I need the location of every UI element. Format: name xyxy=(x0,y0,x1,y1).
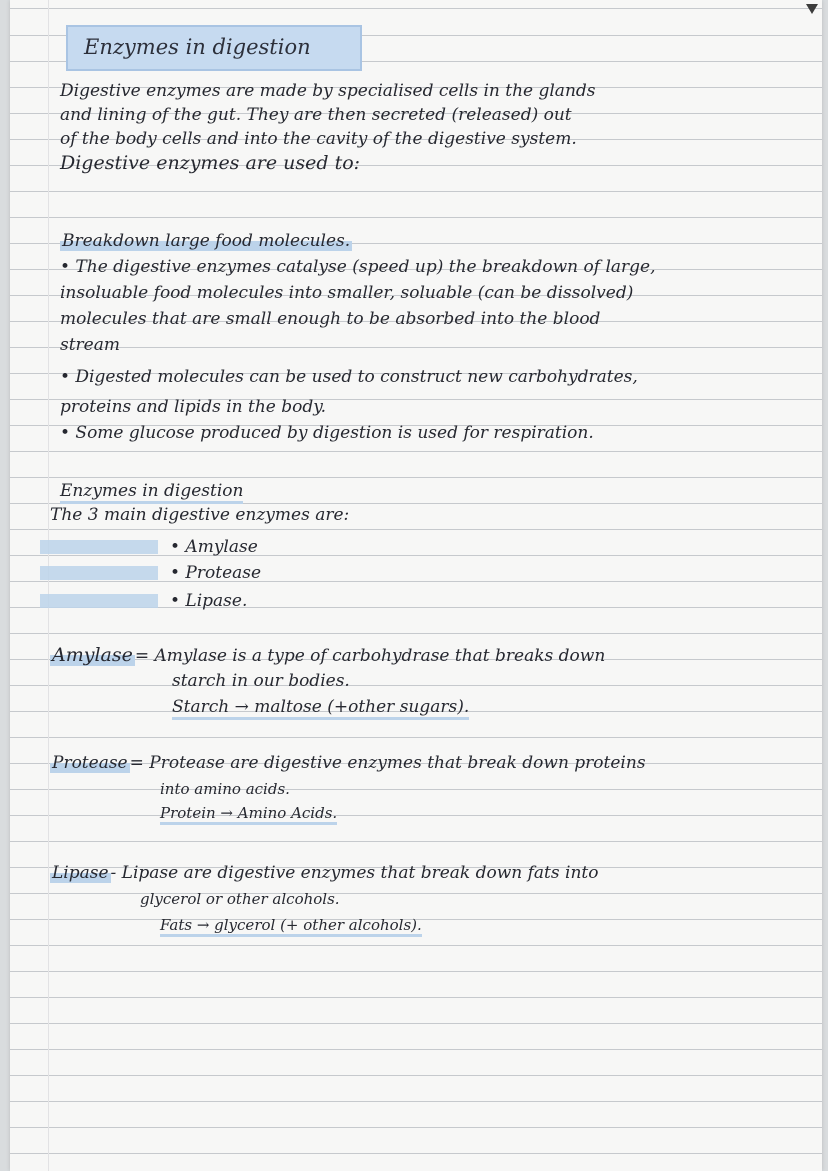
enzyme-list-amylase: • Amylase xyxy=(170,537,258,557)
intro-line-1: Digestive enzymes are made by specialised cells in the glands xyxy=(60,81,596,101)
breakdown-line-4: stream xyxy=(60,335,120,355)
protease-definition: Protease = Protease are digestive enzymes that break down proteins xyxy=(52,753,646,773)
margin-line xyxy=(48,0,49,1171)
highlight-strip-2 xyxy=(40,566,158,580)
enzymes-intro: The 3 main digestive enzymes are: xyxy=(50,505,350,525)
amylase-line-3: Starch → maltose (+other sugars). xyxy=(172,696,469,718)
amylase-line-2: starch in our bodies. xyxy=(172,671,350,691)
intro-line-3: of the body cells and into the cavity of the digestive system. xyxy=(60,129,577,149)
breakdown-line-2: insoluable food molecules into smaller, soluable (can be dissolved) xyxy=(60,283,634,303)
protease-line-2: into amino acids. xyxy=(160,780,290,798)
intro-line-4: Digestive enzymes are used to: xyxy=(60,152,361,174)
lipase-line-2: glycerol or other alcohols. xyxy=(140,890,340,908)
lipase-term: Lipase xyxy=(52,863,109,883)
breakdown-line-7: • Some glucose produced by digestion is used for respiration. xyxy=(60,423,594,443)
protease-line-3: Protein → Amino Acids. xyxy=(160,802,337,824)
enzyme-list-lipase: • Lipase. xyxy=(170,591,248,611)
intro-line-2: and lining of the gut. They are then secreted (released) out xyxy=(60,105,572,125)
protease-term: Protease xyxy=(52,753,128,773)
enzymes-heading: Enzymes in digestion xyxy=(60,480,243,502)
amylase-term: Amylase xyxy=(52,644,133,666)
breakdown-heading: Breakdown large food molecules. xyxy=(62,231,351,251)
breakdown-line-6: proteins and lipids in the body. xyxy=(60,397,327,417)
highlight-strip-3 xyxy=(40,594,158,608)
highlight-strip-1 xyxy=(40,540,158,554)
corner-marker-icon xyxy=(806,4,818,14)
page-title: Enzymes in digestion xyxy=(84,35,311,59)
breakdown-line-5: • Digested molecules can be used to construct new carbohydrates, xyxy=(60,367,638,387)
notebook-page xyxy=(10,0,822,1171)
enzyme-list-protease: • Protease xyxy=(170,563,262,583)
lipase-definition: Lipase - Lipase are digestive enzymes that break down fats into xyxy=(52,863,599,883)
amylase-definition: Amylase = Amylase is a type of carbohydrase that breaks down xyxy=(52,644,606,666)
breakdown-line-1: • The digestive enzymes catalyse (speed up) the breakdown of large, xyxy=(60,257,656,277)
lipase-line-3: Fats → glycerol (+ other alcohols). xyxy=(160,914,422,936)
breakdown-line-3: molecules that are small enough to be absorbed into the blood xyxy=(60,309,601,329)
